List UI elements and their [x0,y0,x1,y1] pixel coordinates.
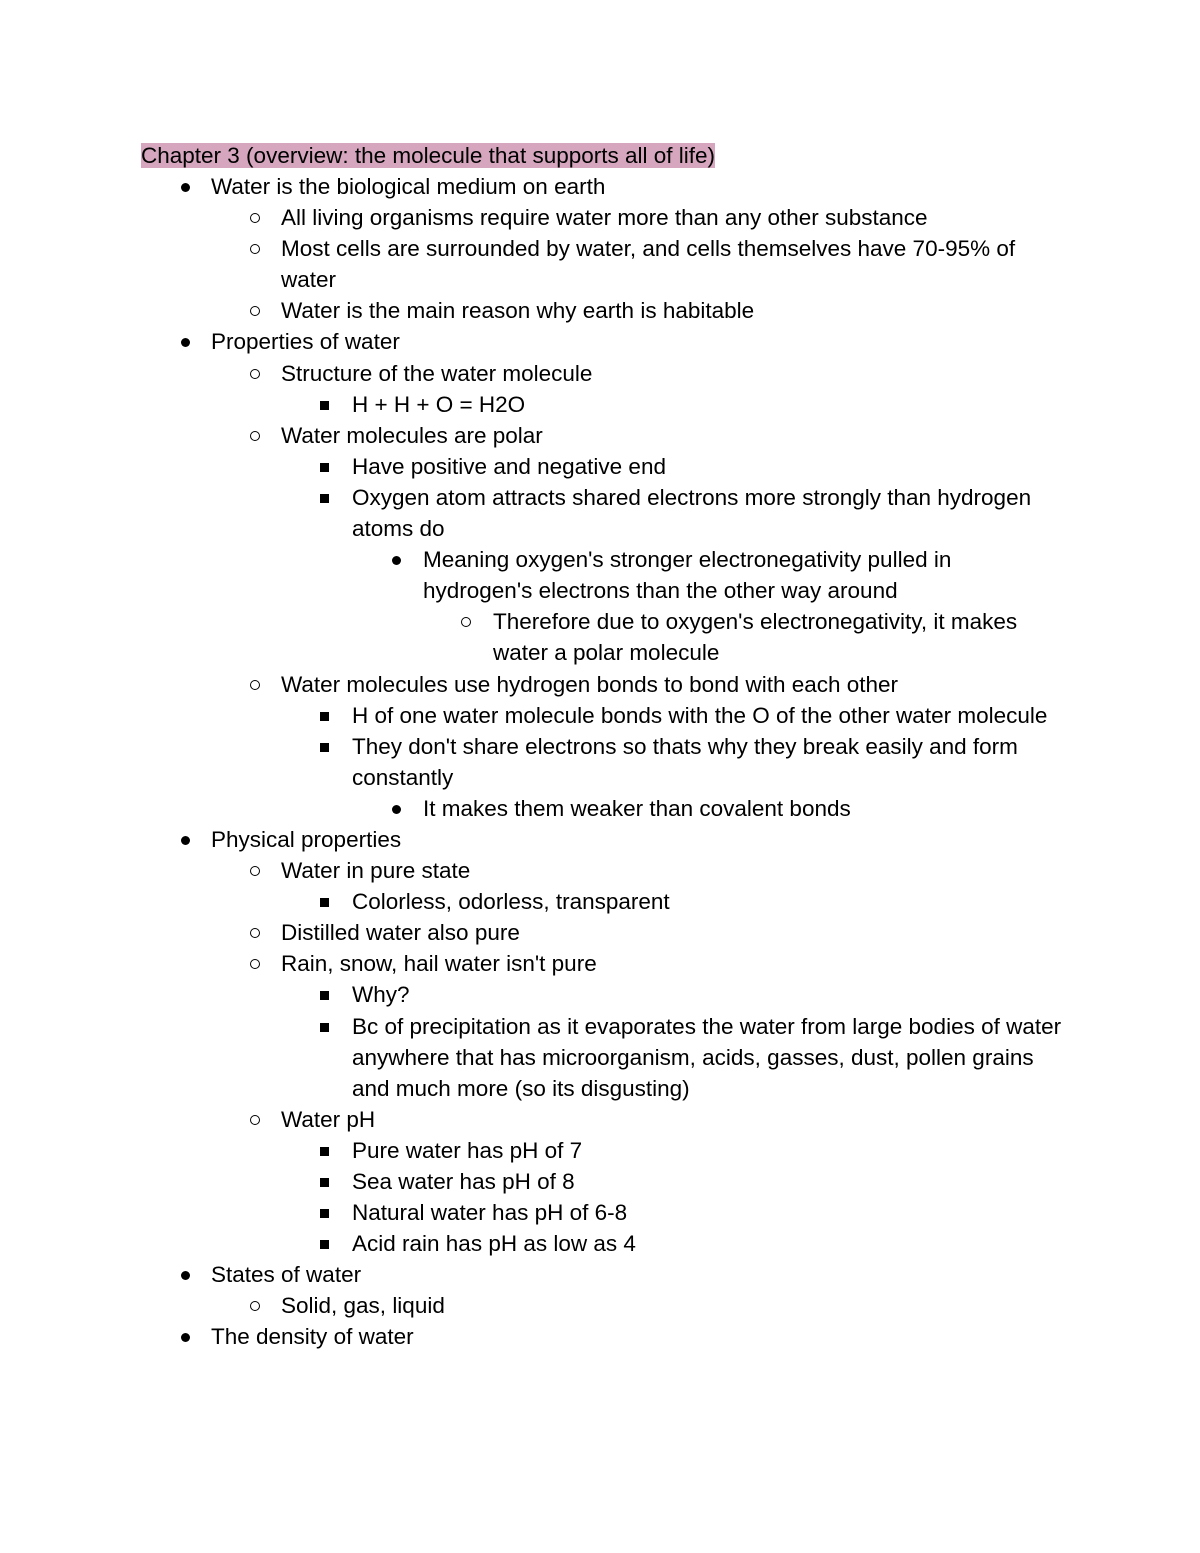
list-item-text: Natural water has pH of 6-8 [352,1200,628,1226]
list-item-text: Rain, snow, hail water isn't pure [281,951,597,977]
list-item-text: Structure of the water molecule [281,360,593,386]
list-item [0,731,1062,793]
list-item-text: It makes them weaker than covalent bonds [423,795,851,821]
list-item [0,233,1061,295]
list-item [0,295,1061,326]
list-item-text: Water molecules are polar [281,422,543,448]
list-item-text: All living organisms require water more than any other substance [281,205,928,231]
list-item [0,948,1061,979]
list-item [0,358,1061,389]
list-item [0,1135,1062,1166]
list-item [0,793,1063,824]
list-item-text: Pure water has pH of 7 [352,1137,583,1163]
list-item [0,1197,1062,1228]
notes-outline [0,171,1200,1353]
list-item [0,1259,1031,1290]
list-item [0,700,1062,731]
list-item-text: Water is the main reason why earth is habitable [281,298,755,324]
list-item [0,606,1063,668]
list-item [0,824,1031,855]
list-item-text: They don't share electrons so thats why they break easily and form constantly [352,733,1018,790]
list-item-text: Distilled water also pure [281,920,520,946]
list-item [0,420,1061,451]
list-item [0,669,1061,700]
list-item-text: Therefore due to oxygen's electronegativity, it makes water a polar molecule [493,609,1018,666]
list-item [0,979,1062,1010]
list-item-text: Acid rain has pH as low as 4 [352,1231,636,1257]
list-item-text: Oxygen atom attracts shared electrons more strongly than hydrogen atoms do [352,484,1032,542]
list-item-text: Meaning oxygen's stronger electronegativity pulled in hydrogen's electrons than the other way around [423,547,952,604]
list-item [0,917,1061,948]
page-title [141,140,715,171]
list-item-text: Have positive and negative end [352,453,666,479]
list-item [0,389,1062,420]
list-item [0,1011,1062,1104]
list-item [0,1290,1061,1321]
list-item-text: Solid, gas, liquid [281,1293,445,1319]
list-item [0,544,1063,606]
list-item-text: Colorless, odorless, transparent [352,889,670,915]
list-item [0,482,1062,544]
list-item [0,1166,1062,1197]
list-item-text: Sea water has pH of 8 [352,1169,575,1194]
list-item [0,1228,1062,1259]
list-item-text: Most cells are surrounded by water, and cells themselves have 70-95% of water [281,236,1016,293]
list-item [0,855,1061,886]
list-item-text: Water in pure state [281,858,471,884]
list-item-text: Water molecules use hydrogen bonds to bond with each other [281,671,899,697]
list-item [0,886,1062,917]
list-item [0,451,1062,482]
list-item [0,326,1031,357]
title-highlight: Chapter 3 (overview: the molecule that supports all of life) [141,143,716,168]
list-item-text: Physical properties [211,826,402,852]
list-item-text: Why? [352,982,410,1008]
list-item-text: The density of water [211,1324,414,1350]
list-item-text: H of one water molecule bonds with the O of the other water molecule [352,702,1048,728]
list-item [0,1104,1061,1135]
list-item-text: Properties of water [211,329,400,355]
list-item-text: H + H + O = H2O [352,391,526,417]
list-item [0,202,1061,233]
list-item-text: States of water [211,1262,362,1288]
list-item [0,171,1031,202]
list-item [0,1321,1031,1352]
list-item-text: Water is the biological medium on earth [211,174,606,199]
list-item-text: Water pH [281,1106,376,1132]
list-item-text: Bc of precipitation as it evaporates the water from large bodies of water anywhere that has microorganism, acids, gasses, dust, pollen grains and much more (so its disgusting) [352,1013,1062,1101]
